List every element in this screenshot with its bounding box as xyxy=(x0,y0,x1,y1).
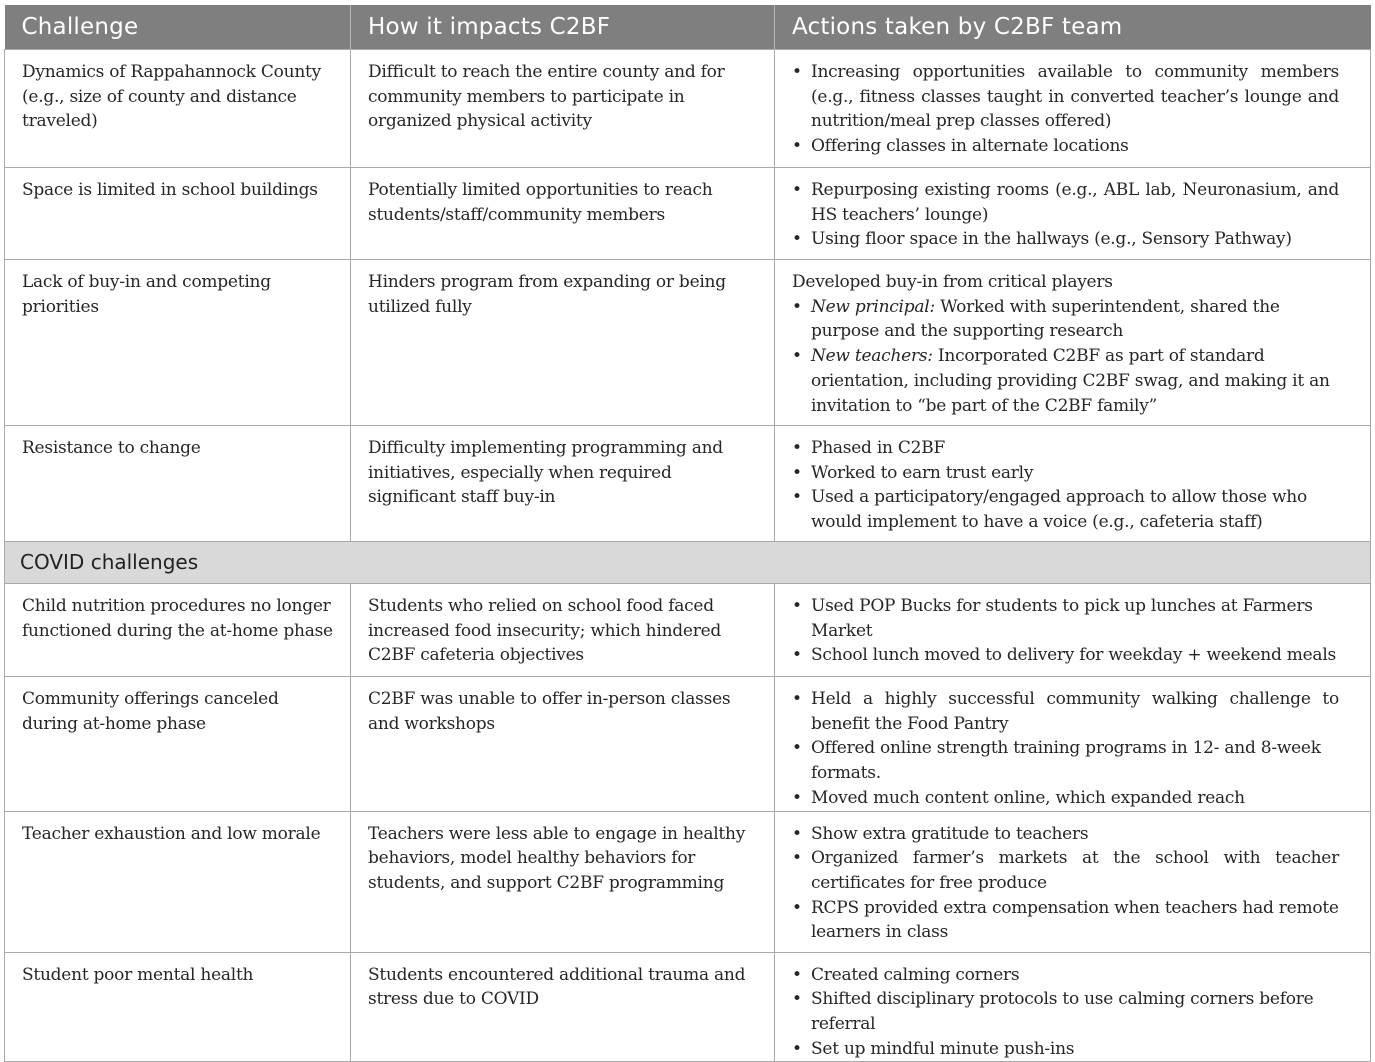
table-row xyxy=(5,260,1371,426)
actions-cell xyxy=(775,50,1371,168)
action-item: • Organized farmer’s markets at the school with teacher certificates for free produce xyxy=(792,846,1339,895)
action-item: • Set up mindful minute push-ins xyxy=(792,1037,1339,1062)
header-row xyxy=(5,5,1371,50)
action-item: • Offering classes in alternate locations xyxy=(792,134,1339,159)
impact-cell: C2BF was unable to offer in-person classes and workshops xyxy=(351,677,775,812)
action-item: • Shifted disciplinary protocols to use calming corners before referral xyxy=(792,987,1339,1036)
actions-cell xyxy=(775,811,1371,952)
action-item: • Moved much content online, which expanded reach xyxy=(792,786,1339,811)
challenges-table xyxy=(4,5,1371,1062)
actions-list xyxy=(792,687,1339,811)
action-item xyxy=(792,344,1339,418)
table-row xyxy=(5,426,1371,542)
action-item: • Worked to earn trust early xyxy=(792,461,1339,486)
action-text: Incorporated C2BF as part of standard orientation, including providing C2BF swag, and making it an invitation to “be part of the C2BF family” xyxy=(811,346,1330,416)
table-row xyxy=(5,584,1371,677)
action-item: • RCPS provided extra compensation when teachers had remote learners in class xyxy=(792,896,1339,945)
actions-cell xyxy=(775,168,1371,260)
challenge-cell: Community offerings canceled during at-home phase xyxy=(5,677,351,812)
table-row xyxy=(5,677,1371,812)
challenge-cell: Dynamics of Rappahannock County (e.g., size of county and distance traveled) xyxy=(5,50,351,168)
challenge-cell: Resistance to change xyxy=(5,426,351,542)
actions-cell xyxy=(775,260,1371,426)
challenges-table-container xyxy=(4,5,1370,1062)
actions-list xyxy=(792,822,1339,946)
action-item xyxy=(792,295,1339,344)
action-item: • Phased in C2BF xyxy=(792,436,1339,461)
header-actions: Actions taken by C2BF team xyxy=(775,5,1371,50)
challenge-cell: Teacher exhaustion and low morale xyxy=(5,811,351,952)
action-text: Worked with superintendent, shared the purpose and the supporting research xyxy=(811,296,1280,342)
actions-cell xyxy=(775,677,1371,812)
impact-cell: Potentially limited opportunities to reach students/staff/community members xyxy=(351,168,775,260)
impact-cell: Hinders program from expanding or being utilized fully xyxy=(351,260,775,426)
actions-list xyxy=(792,594,1339,668)
header-challenge: Challenge xyxy=(5,5,351,50)
action-item: • Repurposing existing rooms (e.g., ABL lab, Neuronasium, and HS teachers’ lounge) xyxy=(792,178,1339,227)
table-row xyxy=(5,952,1371,1062)
action-item: • Offered online strength training programs in 12- and 8-week formats. xyxy=(792,736,1339,785)
impact-cell: Students who relied on school food faced increased food insecurity; which hindered C2BF cafeteria objectives xyxy=(351,584,775,677)
actions-list xyxy=(792,963,1339,1062)
challenge-cell: Child nutrition procedures no longer functioned during the at-home phase xyxy=(5,584,351,677)
actions-list xyxy=(792,436,1339,535)
table-row xyxy=(5,811,1371,952)
action-item: • Using floor space in the hallways (e.g., Sensory Pathway) xyxy=(792,227,1339,252)
impact-cell: Difficulty implementing programming and initiatives, especially when required significant staff buy-in xyxy=(351,426,775,542)
actions-list xyxy=(792,60,1339,159)
impact-cell: Teachers were less able to engage in healthy behaviors, model healthy behaviors for students, and support C2BF programming xyxy=(351,811,775,952)
action-item: • Held a highly successful community walking challenge to benefit the Food Pantry xyxy=(792,687,1339,736)
impact-cell: Difficult to reach the entire county and for community members to participate in organized physical activity xyxy=(351,50,775,168)
header-impact: How it impacts C2BF xyxy=(351,5,775,50)
section-label: COVID challenges xyxy=(5,542,1371,584)
actions-intro: Developed buy-in from critical players xyxy=(792,272,1113,292)
impact-cell: Students encountered additional trauma and stress due to COVID xyxy=(351,952,775,1062)
table-row xyxy=(5,168,1371,260)
section-row xyxy=(5,542,1371,584)
action-item: • Show extra gratitude to teachers xyxy=(792,822,1339,847)
actions-cell xyxy=(775,952,1371,1062)
action-item: • Used a participatory/engaged approach to allow those who would implement to have a voice (e.g., cafeteria staff) xyxy=(792,485,1339,534)
actions-cell xyxy=(775,584,1371,677)
action-item: • School lunch moved to delivery for weekday + weekend meals xyxy=(792,643,1339,668)
action-item: • Used POP Bucks for students to pick up lunches at Farmers Market xyxy=(792,594,1339,643)
challenge-cell: Space is limited in school buildings xyxy=(5,168,351,260)
actions-list xyxy=(792,178,1339,252)
action-lead: New principal: xyxy=(811,296,935,317)
action-lead: New teachers: xyxy=(811,346,933,367)
action-item: • Increasing opportunities available to community members (e.g., fitness classes taught in converted teacher’s lounge and nutrition/meal prep classes offered) xyxy=(792,60,1339,134)
challenge-cell: Lack of buy-in and competing priorities xyxy=(5,260,351,426)
table-row xyxy=(5,50,1371,168)
action-item: • Created calming corners xyxy=(792,963,1339,988)
actions-list xyxy=(792,295,1339,419)
actions-cell xyxy=(775,426,1371,542)
challenge-cell: Student poor mental health xyxy=(5,952,351,1062)
